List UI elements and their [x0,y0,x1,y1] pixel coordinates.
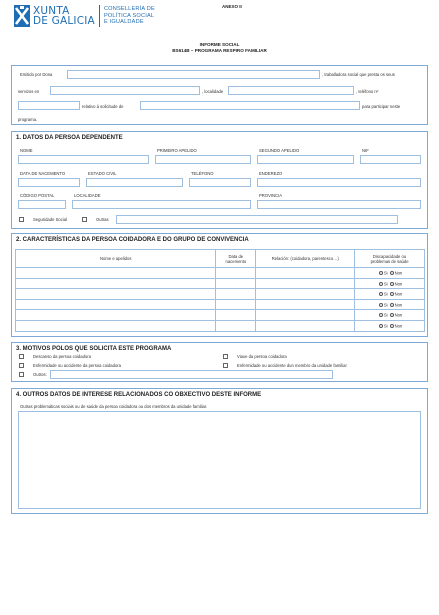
section2-heading: 2. CARACTERÍSTICAS DA PERSOA COIDADORA E DO GRUPO DE CONVIVENCIA [16,237,249,243]
provincia-field[interactable] [257,200,421,209]
programa-label: programa. [18,117,38,122]
non-radio[interactable] [390,271,394,275]
servizos-label: servizos en [18,89,40,94]
relativo-label: relativo á solicitude de [82,104,124,109]
cell-discapacidade [355,268,425,279]
si-radio[interactable] [379,282,383,286]
cell-data-nacemento[interactable] [216,320,256,331]
table-row [16,278,425,289]
table-row [16,268,425,279]
si-radio[interactable] [379,271,383,275]
cell-relacion[interactable] [256,289,355,300]
telefono-label: , teléfono nº [356,89,379,94]
cell-discapacidade [355,278,425,289]
descanso-checkbox[interactable] [19,354,24,359]
section1-heading: 1. DATOS DA PERSOA DEPENDENTE [16,135,123,141]
section3-heading: 3. MOTIVOS POLOS QUE SOLICITA ESTE PROGRAMA [16,346,172,352]
cell-relacion[interactable] [256,268,355,279]
logo-divider [99,5,100,27]
non-label: Non [394,312,403,318]
cell-data-nacemento[interactable] [216,268,256,279]
seguridade-social-checkbox[interactable] [19,217,24,222]
consellaria-line3: E IGUALDADE [103,19,144,26]
section3-box [11,342,428,382]
cell-nome[interactable] [16,278,216,289]
participar-label: para participar neste [362,104,401,109]
cell-data-nacemento[interactable] [216,310,256,321]
xunta-emblem-icon [14,5,30,27]
enfermidade-membro-checkbox[interactable] [223,363,228,368]
enderezo-field[interactable] [257,178,421,187]
cell-relacion[interactable] [256,320,355,331]
outros-datos-textarea[interactable] [18,411,421,509]
non-radio[interactable] [390,303,394,307]
emitido-label: Emitido por Dona [20,72,53,77]
xunta-wordmark [33,6,95,27]
non-radio[interactable] [390,324,394,328]
non-label: Non [394,270,403,276]
segundo-apelido-label: SEGUNDO APELIDO [259,148,300,153]
si-label: Si [383,312,388,318]
consellaria-line2: POLÍTICA SOCIAL [103,12,155,19]
cell-data-nacemento[interactable] [216,278,256,289]
col-relacion: Relación: (coidadora, parentesco…) [256,250,355,268]
section2-box [11,233,428,337]
estado-civil-label: ESTADO CIVIL [88,171,117,176]
si-radio[interactable] [379,324,383,328]
data-nacemento-label: DATA DE NACEMENTO [20,171,66,176]
consellaria-line1: CONSELLERÍA DE [103,6,155,13]
col-data-nacemento: Data de nacemento [216,250,256,268]
non-label: Non [394,302,403,308]
nif-field[interactable] [360,155,421,164]
nif-label: NIF [362,148,369,153]
enfermidade-membro-label: Enfermidade ou accidente dun membro da unidade familiar [237,363,347,368]
outras-label: Outras [96,217,109,222]
data-nacemento-field[interactable] [18,178,80,187]
enfermidade-coidadora-checkbox[interactable] [19,363,24,368]
convivencia-table [15,249,425,332]
cell-nome[interactable] [16,268,216,279]
si-label: Si [383,291,388,297]
nome-label: NOME [20,148,33,153]
cell-discapacidade [355,289,425,300]
primeiro-apelido-label: PRIMEIRO APELIDO [157,148,197,153]
solicitude-field[interactable] [140,101,360,110]
servizos-field[interactable] [50,86,200,95]
document-title: INFORME SOCIAL [199,42,240,47]
col-discapacidade: Discapacidade ou problemas de saúde [355,250,425,268]
intro-box [11,65,428,125]
cell-discapacidade [355,320,425,331]
cell-nome[interactable] [16,320,216,331]
outros-field[interactable] [50,370,333,379]
logo-line1: XUNTA [33,4,70,17]
traballadora-label: , traballadora social que presta os seus [322,72,395,77]
si-label: Si [383,302,388,308]
outros-checkbox[interactable] [19,372,24,377]
non-label: Non [394,323,403,329]
section4-box [11,388,428,514]
cell-discapacidade [355,299,425,310]
provincia-label: PROVINCIA [259,193,283,198]
cell-relacion[interactable] [256,310,355,321]
cell-data-nacemento[interactable] [216,289,256,300]
cell-relacion[interactable] [256,299,355,310]
enfermidade-coidadora-label: Enfermidade ou accidente da persoa coidadora [33,363,121,368]
col-nome: Nome e apelidos [16,250,216,268]
emitido-field[interactable] [67,70,320,79]
table-row [16,310,425,321]
cell-nome[interactable] [16,299,216,310]
document-subtitle: BS614B – PROGRAMA RESPIRO FAMILIAR [172,48,267,53]
section4-heading: 4. OUTROS DATOS DE INTERESE RELACIONADOS CO OBXECTIVO DESTE INFORME [16,392,262,398]
section1-box [11,131,428,229]
table-row [16,320,425,331]
codigo-postal-label: CÓDIGO POSTAL [20,193,55,198]
non-radio[interactable] [390,292,394,296]
consellaria-name [104,6,155,25]
non-radio[interactable] [390,282,394,286]
non-label: Non [394,281,403,287]
seguridade-social-label: Seguridade Social [33,217,67,222]
telefono-field[interactable] [18,101,80,110]
si-radio[interactable] [379,313,383,317]
si-label: Si [383,323,388,329]
localidade-field-s1[interactable] [72,200,251,209]
telefono-label-s1: TELÉFONO [191,171,214,176]
viaxe-label: Viaxe da persoa coidadora [237,354,287,359]
outras-field[interactable] [116,215,398,224]
viaxe-checkbox[interactable] [223,354,228,359]
nome-field[interactable] [18,155,149,164]
cell-relacion[interactable] [256,278,355,289]
non-label: Non [394,291,403,297]
cell-nome[interactable] [16,289,216,300]
cell-nome[interactable] [16,310,216,321]
si-label: Si [383,270,388,276]
non-radio[interactable] [390,313,394,317]
estado-civil-field[interactable] [86,178,183,187]
cell-data-nacemento[interactable] [216,299,256,310]
telefono-field-s1[interactable] [189,178,251,187]
annex-label: ANEXO II [222,4,242,9]
section4-note: Outras problemáticas sociais ou de saúde da persoa coidadora ou dos membros da unidade familiar. [20,404,208,409]
localidade-field[interactable] [228,86,354,95]
enderezo-label: ENDEREZO [259,171,283,176]
table-header-row [16,250,425,268]
descanso-label: Descanso da persoa coidadora [33,354,91,359]
localidade-label: , localidade [202,89,224,94]
codigo-postal-field[interactable] [18,200,66,209]
xunta-logo [14,4,155,28]
si-label: Si [383,281,388,287]
outros-label: Outros: [33,372,47,377]
table-row [16,299,425,310]
segundo-apelido-field[interactable] [257,155,354,164]
logo-line2: DE GALICIA [33,15,95,27]
si-radio[interactable] [379,292,383,296]
si-radio[interactable] [379,303,383,307]
localidade-label-s1: LOCALIDADE [74,193,101,198]
convivencia-table-body [16,268,425,332]
outras-checkbox[interactable] [82,217,87,222]
cell-discapacidade [355,310,425,321]
primeiro-apelido-field[interactable] [155,155,251,164]
table-row [16,289,425,300]
